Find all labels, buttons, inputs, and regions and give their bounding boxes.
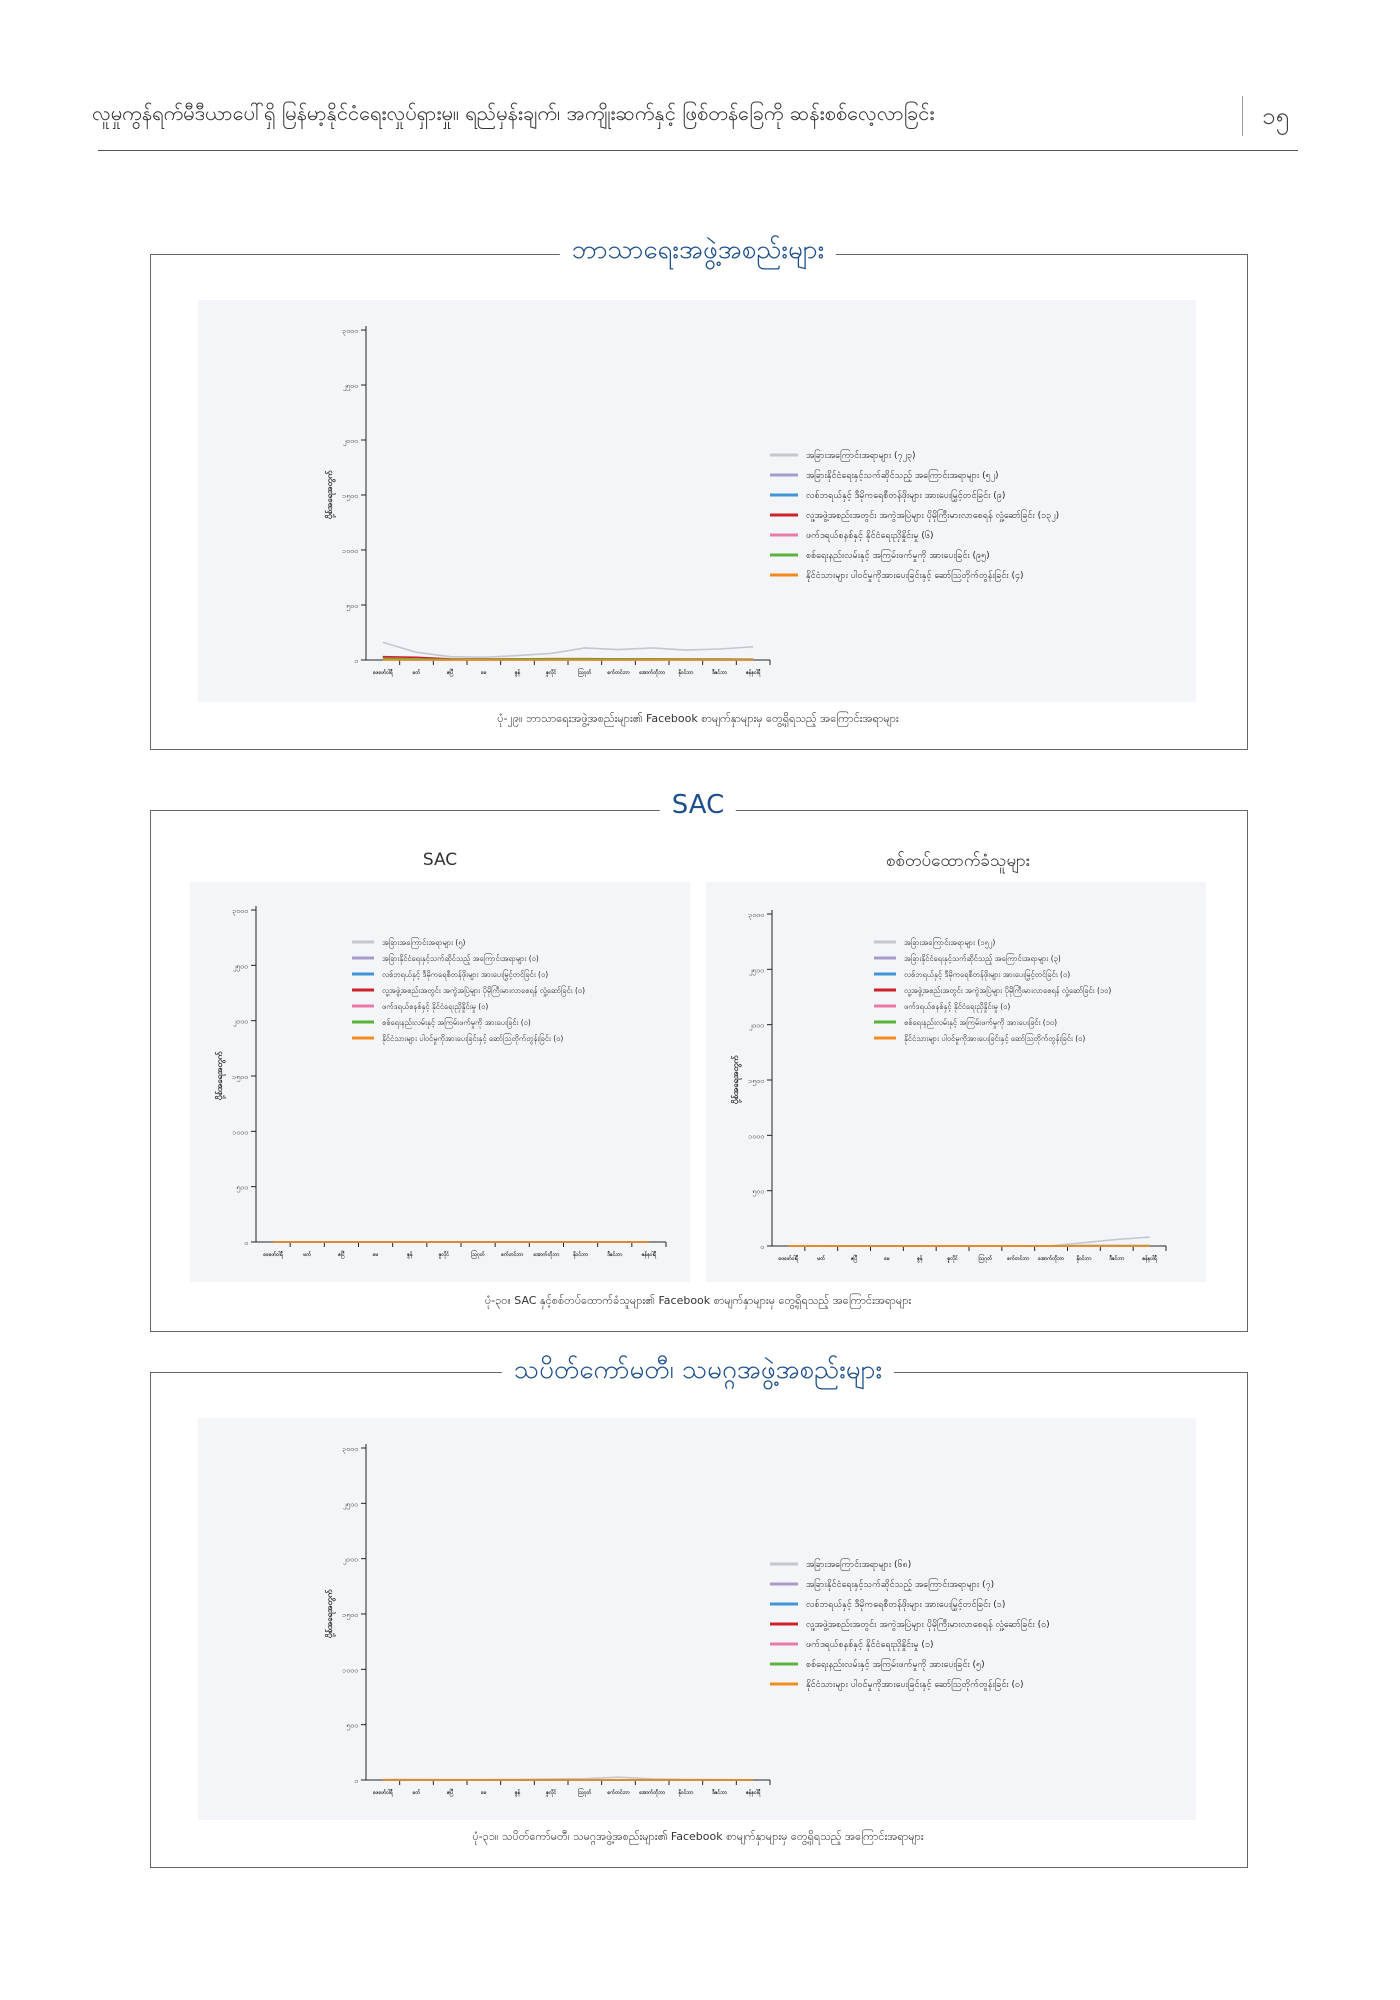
x-tick-label: ဇွန် [514, 670, 521, 676]
y-axis-label: ပို့စ်အရေအတွက် [325, 1589, 334, 1639]
legend-entry: ဖက်ဒရယ်စနစ်နှင့် နိုင်ငံရေးညှိနှိုင်းမှု (၆) [806, 531, 934, 541]
y-tick-label: ၂၅၀၀ [748, 966, 764, 975]
header-rule [98, 150, 1298, 151]
legend-entry: နိုင်ငံသားများ ပါဝင်မှုကိုအားပေးခြင်းနှင့် ဆော်ဩတိုက်တွန်းခြင်း (၀) [382, 1034, 564, 1043]
legend-entry: ဖက်ဒရယ်စနစ်နှင့် နိုင်ငံရေးညှိနှိုင်းမှု (၀) [904, 1002, 1011, 1011]
legend-entry: စစ်ရေးနည်းလမ်းနှင့် အကြမ်းဖက်မှုကို အားပေးခြင်း (၅) [806, 1660, 985, 1670]
x-tick-label: နိုဝင်ဘာ [1076, 1256, 1092, 1262]
x-tick-label: မေ [481, 670, 487, 676]
chart-strike-committees [198, 1418, 1196, 1820]
subchart-title-sac: SAC [422, 850, 458, 870]
legend-entry: အခြားနိုင်ငံရေးနှင့်သက်ဆိုင်သည့် အကြောင်းအရာများ (၇) [806, 1580, 995, 1590]
legend-entry: အခြားနိုင်ငံရေးနှင့်သက်ဆိုင်သည့် အကြောင်းအရာများ (၃) [904, 954, 1061, 963]
legend-entry: လစ်ဘရယ်နှင့် ဒီမိုကရေစီတန်ဖိုးများ အားပေးမြှင့်တင်ခြင်း (၉) [806, 491, 1006, 501]
legend-entry: စစ်ရေးနည်းလမ်းနှင့် အကြမ်းဖက်မှုကို အားပေးခြင်း (၉၅) [806, 551, 990, 561]
y-tick-label: ၂၅၀၀ [232, 962, 248, 971]
x-tick-label: ဒီဇင်ဘာ [1109, 1256, 1125, 1262]
legend-entry: လစ်ဘရယ်နှင့် ဒီမိုကရေစီတန်ဖိုးများ အားပေးမြှင့်တင်ခြင်း (၀) [904, 970, 1071, 979]
legend-entry: နိုင်ငံသားများ ပါဝင်မှုကိုအားပေးခြင်းနှင့် ဆော်ဩတိုက်တွန်းခြင်း (၄) [806, 571, 1024, 581]
x-tick-label: အောက်တိုဘာ [639, 670, 666, 676]
x-tick-label: စက်တင်ဘာ [1007, 1256, 1030, 1262]
y-tick-label: ၅၀၀ [346, 1721, 358, 1730]
chart-military-supporters [706, 882, 1206, 1282]
section-title-religious: ဘာသာရေးအဖွဲ့အစည်းများ [560, 232, 836, 271]
x-tick-label: ဇူလိုင် [545, 670, 557, 676]
legend-entry: အခြားအကြောင်းအရာများ (၆၈) [806, 1560, 912, 1570]
x-tick-label: ဇွန် [916, 1256, 923, 1262]
y-tick-label: ၀ [244, 1239, 248, 1247]
x-tick-label: မေ [481, 1790, 487, 1796]
x-tick-label: ဇွန် [406, 1252, 413, 1258]
y-tick-label: ၅၀၀ [752, 1187, 764, 1196]
legend-entry: စစ်ရေးနည်းလမ်းနှင့် အကြမ်းဖက်မှုကို အားပေးခြင်း (၁၀) [904, 1018, 1058, 1027]
x-tick-label: စက်တင်ဘာ [607, 1790, 630, 1796]
x-tick-label: ဇူလိုင် [438, 1252, 450, 1258]
legend-entry: အခြားအကြောင်းအရာများ (၇၂၃) [806, 451, 916, 461]
y-axis-label: ပို့စ်အရေအတွက် [731, 1055, 740, 1105]
legend-entry: စစ်ရေးနည်းလမ်းနှင့် အကြမ်းဖက်မှုကို အားပေးခြင်း (၀) [382, 1018, 531, 1027]
section-title-strike: သပိတ်ကော်မတီ၊ သမဂ္ဂအဖွဲ့အစည်းများ [502, 1352, 894, 1391]
page-number: ၁၅ [1262, 102, 1289, 130]
y-tick-label: ၀ [354, 657, 358, 665]
legend-entry: အခြားနိုင်ငံရေးနှင့်သက်ဆိုင်သည့် အကြောင်းအရာများ (၅၂) [806, 471, 999, 481]
x-tick-label: ဩဂုတ် [578, 670, 592, 676]
x-tick-label: မတ် [817, 1256, 826, 1262]
x-tick-label: ဩဂုတ် [471, 1252, 485, 1258]
x-tick-label: အောက်တိုဘာ [533, 1252, 560, 1258]
chart-sac [190, 882, 690, 1282]
x-tick-label: နိုဝင်ဘာ [678, 1790, 694, 1796]
x-tick-label: မတ် [303, 1252, 312, 1258]
legend-entry: နိုင်ငံသားများ ပါဝင်မှုကိုအားပေးခြင်းနှင့် ဆော်ဩတိုက်တွန်းခြင်း (၀) [904, 1034, 1086, 1043]
legend-entry: နိုင်ငံသားများ ပါဝင်မှုကိုအားပေးခြင်းနှင့် ဆော်ဩတိုက်တွန်းခြင်း (၀) [806, 1680, 1024, 1690]
legend-entry: အခြားနိုင်ငံရေးနှင့်သက်ဆိုင်သည့် အကြောင်းအရာများ (၀) [382, 954, 539, 963]
x-tick-label: နိုဝင်ဘာ [573, 1252, 589, 1258]
figure-caption-31: ပုံ-၃၁။ သပိတ်ကော်မတီ၊ သမဂ္ဂအဖွဲ့အစည်းများ၏ Facebook စာမျက်နှာများမှ တွေ့ရှိရသည့် အကြောင်းအရာများ [472, 1830, 924, 1843]
y-tick-label: ၂၅၀၀ [342, 1500, 358, 1509]
x-tick-label: စက်တင်ဘာ [501, 1252, 524, 1258]
x-tick-label: ဇူလိုင် [545, 1790, 557, 1796]
chart-religious [198, 300, 1196, 702]
x-tick-label: မတ် [412, 670, 421, 676]
x-tick-label: ဧပြီ [446, 1790, 454, 1796]
legend-entry: လူ့အဖွဲ့အစည်းအတွင်း အကွဲအပြဲများ ပိုမိုကြီးမားလာစေရန် လှုံ့ဆော်ခြင်း (၀) [806, 1620, 1050, 1630]
legend-entry: လူ့အဖွဲ့အစည်းအတွင်း အကွဲအပြဲများ ပိုမိုကြီးမားလာစေရန် လှုံ့ဆော်ခြင်း (၀) [382, 986, 586, 995]
x-tick-label: ဩဂုတ် [978, 1256, 993, 1262]
legend-entry: အခြားအကြောင်းအရာများ (၅) [382, 938, 466, 947]
x-tick-label: ဒီဇင်ဘာ [711, 1790, 728, 1796]
x-tick-label: ဖေဖော်ဝါရီ [778, 1256, 799, 1262]
x-tick-label: ဇူလိုင် [947, 1256, 958, 1262]
series-line-1 [383, 642, 753, 657]
x-tick-label: ဇန်နဝါရီ [745, 1790, 761, 1796]
x-tick-label: ဩဂုတ် [578, 1790, 592, 1796]
y-tick-label: ၁၅၀၀ [342, 1611, 358, 1619]
y-tick-label: ၁၀၀၀ [232, 1128, 248, 1137]
y-tick-label: ၁၅၀၀ [342, 492, 358, 500]
x-tick-label: ဖေဖော်ဝါရီ [372, 1790, 393, 1796]
legend-entry: လစ်ဘရယ်နှင့် ဒီမိုကရေစီတန်ဖိုးများ အားပေးမြှင့်တင်ခြင်း (၀) [382, 970, 549, 979]
y-tick-label: ၂၀၀၀ [232, 1017, 248, 1026]
y-tick-label: ၁၅၀၀ [748, 1077, 764, 1085]
series-line-1 [788, 1237, 1149, 1246]
y-tick-label: ၂၀၀၀ [748, 1021, 764, 1030]
y-axis-label: ပို့စ်အရေအတွက် [215, 1051, 224, 1101]
legend-entry: လစ်ဘရယ်နှင့် ဒီမိုကရေစီတန်ဖိုးများ အားပေးမြှင့်တင်ခြင်း (၁) [806, 1600, 1006, 1610]
y-tick-label: ၃၀၀၀ [342, 327, 358, 335]
x-tick-label: အောက်တိုဘာ [1038, 1256, 1064, 1262]
x-tick-label: ဒီဇင်ဘာ [607, 1252, 623, 1258]
figure-caption-29: ပုံ-၂၉။ ဘာသာရေးအဖွဲ့အစည်းများ၏ Facebook စာမျက်နှာများမှ တွေ့ရှိရသည့် အကြောင်းအရာများ [497, 712, 899, 725]
y-tick-label: ၀ [354, 1777, 358, 1785]
y-tick-label: ၀ [760, 1243, 764, 1251]
x-tick-label: ဖေဖော်ဝါရီ [263, 1252, 283, 1258]
y-tick-label: ၃၀၀၀ [342, 1445, 358, 1453]
legend-entry: လူ့အဖွဲ့အစည်းအတွင်း အကွဲအပြဲများ ပိုမိုကြီးမားလာစေရန် လှုံ့ဆော်ခြင်း (၁၀) [904, 986, 1112, 995]
section-title-sac: SAC [660, 790, 736, 820]
y-tick-label: ၂၀၀၀ [342, 437, 358, 445]
x-tick-label: ဖေဖော်ဝါရီ [372, 670, 393, 676]
y-tick-label: ၃၀၀၀ [748, 911, 764, 919]
y-tick-label: ၂၅၀၀ [342, 382, 358, 390]
x-tick-label: ဇန်နဝါရီ [641, 1252, 657, 1258]
y-tick-label: ၂၀၀၀ [342, 1555, 358, 1564]
x-tick-label: အောက်တိုဘာ [639, 1790, 666, 1796]
figure-caption-30: ပုံ-၃၀။ SAC နှင့်စစ်တပ်ထောက်ခံသူများ၏ Facebook စာမျက်နှာများမှ တွေ့ရှိရသည့် အကြောင်းအရာများ [484, 1294, 912, 1307]
legend-entry: ဖက်ဒရယ်စနစ်နှင့် နိုင်ငံရေးညှိနှိုင်းမှု (၁) [806, 1640, 934, 1650]
legend-entry: ဖက်ဒရယ်စနစ်နှင့် နိုင်ငံရေးညှိနှိုင်းမှု (၀) [382, 1002, 489, 1011]
x-tick-label: ဧပြီ [850, 1256, 858, 1262]
x-tick-label: ဒီဇင်ဘာ [711, 670, 728, 676]
x-tick-label: ဇွန် [514, 1790, 521, 1796]
y-tick-label: ၅၀၀ [236, 1183, 248, 1192]
x-tick-label: ဇန်နဝါရီ [745, 670, 761, 676]
legend-entry: အခြားအကြောင်းအရာများ (၁၅၂) [904, 938, 996, 947]
y-tick-label: ၁၀၀၀ [342, 547, 358, 555]
x-tick-label: မေ [884, 1256, 890, 1262]
x-tick-label: ဧပြီ [338, 1252, 345, 1258]
x-tick-label: မေ [372, 1252, 379, 1258]
x-tick-label: ဇန်နဝါရီ [1142, 1256, 1157, 1262]
x-tick-label: ဧပြီ [446, 670, 454, 676]
x-tick-label: စက်တင်ဘာ [607, 670, 630, 676]
running-header-title: လူမှုကွန်ရက်မီဒီယာပေါ်ရှိ မြန်မာ့နိုင်ငံရေးလှုပ်ရှားမှု။ ရည်မှန်းချက်၊ အကျိုးဆက်နှင့် ဖြစ်တန်ခြေကို ဆန်းစစ်လေ့လာခြင်း [92, 101, 935, 125]
legend-entry: လူ့အဖွဲ့အစည်းအတွင်း အကွဲအပြဲများ ပိုမိုကြီးမားလာစေရန် လှုံ့ဆော်ခြင်း (၁၃၂) [806, 511, 1060, 521]
subchart-title-military-supporters: စစ်တပ်ထောက်ခံသူများ [885, 851, 1031, 871]
y-tick-label: ၁၅၀၀ [232, 1073, 248, 1081]
y-tick-label: ၁၀၀၀ [748, 1132, 764, 1141]
y-tick-label: ၁၀၀၀ [342, 1666, 358, 1675]
x-tick-label: မတ် [412, 1790, 421, 1796]
x-tick-label: နိုဝင်ဘာ [678, 670, 694, 676]
y-tick-label: ၅၀၀ [346, 602, 358, 610]
y-axis-label: ပို့စ်အရေအတွက် [325, 470, 334, 520]
y-tick-label: ၃၀၀၀ [232, 907, 248, 915]
header-separator [1242, 96, 1243, 136]
